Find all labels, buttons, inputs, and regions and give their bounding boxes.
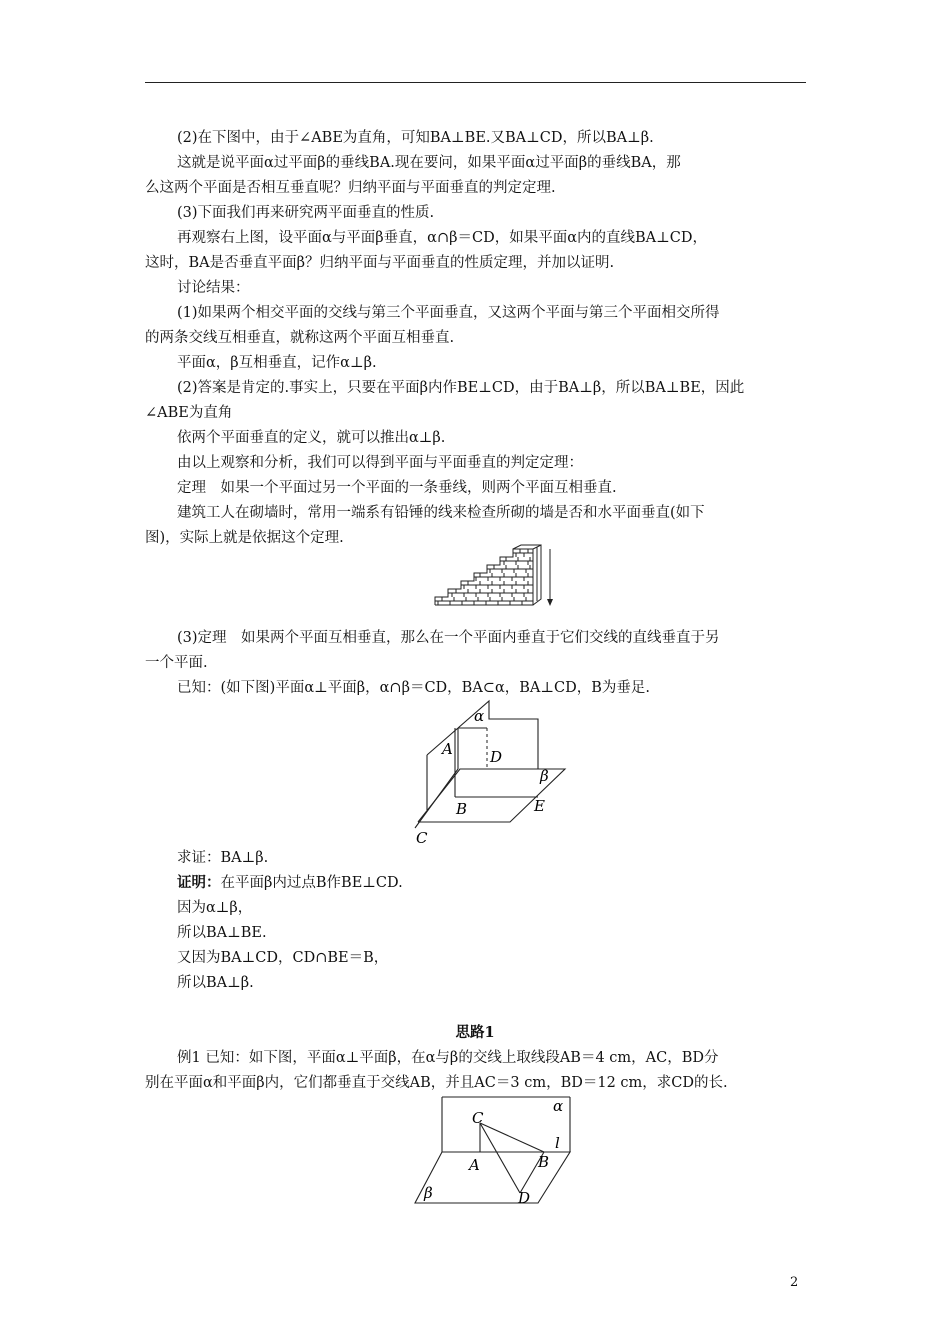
brick-wall-figure — [430, 545, 560, 607]
text-line: 建筑工人在砌墙时，常用一端系有铅锤的线来检查所砌的墙是否和水平面垂直(如下 — [177, 505, 705, 521]
text-line: 由以上观察和分析，我们可以得到平面与平面垂直的判定定理： — [177, 455, 583, 471]
label-b: B — [538, 1153, 550, 1171]
text-line: (2)在下图中，由于∠ABE为直角，可知BA⊥BE.又BA⊥CD，所以BA⊥β. — [177, 130, 654, 146]
text-line: 么这两个平面是否相互垂直呢？归纳平面与平面垂直的判定定理. — [145, 180, 556, 196]
text-line: ∠ABE为直角 — [145, 405, 233, 421]
label-beta: β — [424, 1184, 433, 1202]
text-line: (3)定理 如果两个平面互相垂直，那么在一个平面内垂直于它们交线的直线垂直于另 — [177, 630, 720, 646]
text-line: 定理 如果一个平面过另一个平面的一条垂线，则两个平面互相垂直. — [177, 480, 617, 496]
text-line: 所以BA⊥β. — [177, 975, 254, 991]
text-line: 别在平面α和平面β内，它们都垂直于交线AB，并且AC＝3 cm，BD＝12 cm，求CD的长. — [145, 1075, 728, 1091]
text-line-proof — [177, 873, 403, 893]
text-line: 已知：(如下图)平面α⊥平面β，α∩β＝CD，BA⊂α，BA⊥CD，B为垂足. — [177, 680, 650, 696]
label-d: D — [518, 1189, 531, 1207]
text-line: 依两个平面垂直的定义，就可以推出α⊥β. — [177, 430, 446, 446]
section-title: 思路1 — [455, 1024, 495, 1041]
example1-figure — [410, 1093, 580, 1208]
label-a: A — [442, 740, 453, 758]
label-e: E — [534, 797, 545, 815]
label-c: C — [472, 1109, 484, 1127]
label-d: D — [490, 748, 503, 766]
text-line: 平面α，β互相垂直，记作α⊥β. — [177, 355, 377, 371]
text-line: 讨论结果： — [177, 280, 250, 296]
text-line: (2)答案是肯定的.事实上，只要在平面β内作BE⊥CD，由于BA⊥β，所以BA⊥BE，因此 — [177, 380, 745, 396]
text-line: 例1 已知：如下图，平面α⊥平面β，在α与β的交线上取线段AB＝4 cm，AC，BD分 — [177, 1050, 719, 1066]
text-line: 因为α⊥β， — [177, 900, 253, 916]
text-line: 这就是说平面α过平面β的垂线BA.现在要问，如果平面α过平面β的垂线BA，那 — [177, 155, 681, 171]
text-line: 所以BA⊥BE. — [177, 925, 267, 941]
text-line: 求证：BA⊥β. — [177, 850, 269, 866]
proof-label: 证明： — [177, 874, 221, 891]
text-line: 的两条交线互相垂直，就称这两个平面互相垂直. — [145, 330, 455, 346]
header-rule — [145, 82, 806, 83]
label-alpha: α — [553, 1097, 564, 1115]
text-line: (1)如果两个相交平面的交线与第三个平面垂直，又这两个平面与第三个平面相交所得 — [177, 305, 720, 321]
label-a: A — [469, 1156, 480, 1174]
text-line: 又因为BA⊥CD，CD∩BE＝B， — [177, 950, 389, 966]
text-line: 再观察右上图，设平面α与平面β垂直，α∩β＝CD，如果平面α内的直线BA⊥CD， — [177, 230, 707, 246]
proof-text: 在平面β内过点B作BE⊥CD. — [220, 875, 403, 891]
label-beta: β — [540, 767, 549, 785]
page-number: 2 — [790, 1275, 799, 1290]
label-c: C — [416, 829, 428, 847]
label-l: l — [555, 1134, 560, 1152]
text-line: 一个平面. — [145, 655, 208, 671]
label-b: B — [456, 800, 468, 818]
text-line: 这时，BA是否垂直平面β？归纳平面与平面垂直的性质定理，并加以证明. — [145, 255, 615, 271]
text-line: (3)下面我们再来研究两平面垂直的性质. — [177, 205, 435, 221]
perpendicular-planes-figure — [410, 697, 575, 847]
label-alpha: α — [474, 707, 485, 725]
text-line: 图)，实际上就是依据这个定理. — [145, 530, 344, 546]
